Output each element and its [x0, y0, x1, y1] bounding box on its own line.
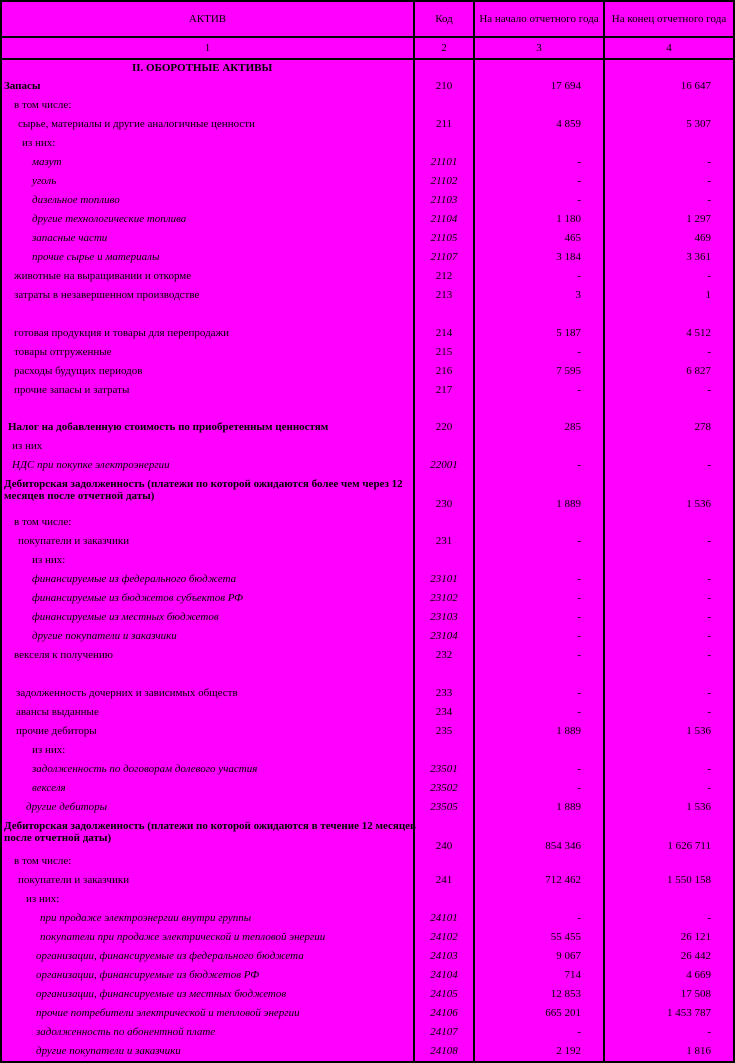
row-label: НДС при покупке электроэнергии: [12, 459, 170, 471]
row-label: при продаже электроэнергии внутри группы: [40, 912, 252, 924]
row-label: финансируемые из местных бюджетов: [32, 611, 219, 623]
row-label: из них:: [22, 137, 56, 149]
row-value-end: -: [707, 535, 711, 547]
row-label: организации, финансируемые из бюджетов РФ: [36, 969, 260, 981]
row-label: затраты в незавершенном производстве: [14, 289, 200, 301]
row-value-start: 665 201: [545, 1007, 581, 1019]
row-value-start: -: [577, 346, 581, 358]
row-label: прочие сырье и материалы: [32, 251, 160, 263]
row-code: 220: [435, 421, 453, 433]
row-value-end: -: [707, 649, 711, 661]
row-code: 24105: [430, 988, 458, 1000]
row-label: мазут: [32, 156, 62, 168]
row-value-start: [475, 440, 603, 454]
row-value-end: [605, 516, 733, 530]
row-label: организации, финансируемые из федерального бюджета: [36, 950, 304, 962]
row-value-end: -: [707, 573, 711, 585]
row-code: [415, 99, 473, 113]
row-value-start: 55 455: [550, 931, 581, 943]
row-value-end: -: [707, 592, 711, 604]
row-label: авансы выданные: [16, 706, 99, 718]
row-value-start: 3 184: [556, 251, 581, 263]
row-value-start: -: [577, 592, 581, 604]
row-code: 21102: [430, 175, 458, 187]
row-value-start: 714: [564, 969, 581, 981]
row-label: другие покупатели и заказчики: [32, 630, 177, 642]
row-code: [415, 893, 473, 907]
row-value-end: 4 669: [686, 969, 711, 981]
row-value-start: [475, 137, 603, 151]
header-end: На конец отчетного года: [605, 2, 733, 36]
row-label: дизельное топливо: [32, 194, 120, 206]
row-value-end: 17 508: [680, 988, 711, 1000]
row-value-end: 1 550 158: [667, 874, 711, 886]
row-value-start: 465: [564, 232, 581, 244]
row-label: из них:: [32, 554, 66, 566]
row-value-end: 278: [694, 421, 711, 433]
row-label: финансируемые из бюджетов субъектов РФ: [32, 592, 244, 604]
row-value-end: 1: [705, 289, 711, 301]
row-label: покупатели и заказчики: [18, 874, 130, 886]
row-label: другие покупатели и заказчики: [36, 1045, 181, 1057]
row-value-start: [475, 554, 603, 568]
row-value-start: -: [577, 611, 581, 623]
row-code: 230: [435, 498, 453, 510]
row-value-start: 854 346: [545, 840, 581, 852]
row-code: 21104: [430, 213, 458, 225]
row-value-start: -: [577, 763, 581, 775]
row-value-start: -: [577, 194, 581, 206]
row-value-start: -: [577, 687, 581, 699]
row-value-end: [605, 554, 733, 568]
row-value-end: -: [707, 1026, 711, 1038]
row-value-end: [605, 99, 733, 113]
row-label: задолженность дочерних и зависимых обществ: [16, 687, 238, 699]
row-value-start: -: [577, 782, 581, 794]
row-label: организации, финансируемые из местных бюджетов: [36, 988, 287, 1000]
row-label: покупатели и заказчики: [18, 535, 130, 547]
row-code: 235: [435, 725, 453, 737]
row-value-start: [475, 855, 603, 869]
row-value-end: 1 453 787: [667, 1007, 711, 1019]
row-value-end: 16 647: [680, 80, 711, 92]
row-value-start: 1 889: [556, 801, 581, 813]
row-value-end: 1 626 711: [667, 840, 711, 852]
row-value-start: -: [577, 459, 581, 471]
row-code: 232: [435, 649, 453, 661]
row-code: 23101: [430, 573, 458, 585]
row-value-start: -: [577, 535, 581, 547]
row-label: Дебиторская задолженность (платежи по которой ожидаются более чем через 12 месяцев после отчетной даты): [4, 478, 403, 502]
header-code: Код: [415, 2, 473, 36]
row-value-start: -: [577, 912, 581, 924]
row-value-start: 7 595: [556, 365, 581, 377]
row-value-start: 4 859: [556, 118, 581, 130]
row-code: 24104: [430, 969, 458, 981]
row-code: 22001: [430, 459, 458, 471]
row-code: 231: [435, 535, 453, 547]
row-value-end: [605, 137, 733, 151]
row-label: векселя: [32, 782, 66, 794]
row-code: 241: [435, 874, 453, 886]
row-code: 23505: [430, 801, 458, 813]
row-value-end: 4 512: [686, 327, 711, 339]
row-value-start: [475, 62, 603, 76]
row-label: в том числе:: [14, 516, 72, 528]
row-label: уголь: [32, 175, 57, 187]
row-value-end: [605, 893, 733, 907]
row-value-end: 1 536: [686, 801, 711, 813]
row-code: [415, 744, 473, 758]
row-value-start: 1 889: [556, 725, 581, 737]
row-value-start: 2 192: [556, 1045, 581, 1057]
row-value-end: -: [707, 611, 711, 623]
row-value-end: -: [707, 156, 711, 168]
row-value-end: 1 816: [686, 1045, 711, 1057]
row-value-end: -: [707, 270, 711, 282]
row-label: задолженность по абонентной плате: [36, 1026, 216, 1038]
row-label: Налог на добавленную стоимость по приобретенным ценностям: [8, 421, 329, 433]
row-value-start: -: [577, 270, 581, 282]
row-code: [415, 440, 473, 454]
row-code: 23501: [430, 763, 458, 775]
row-value-start: [475, 516, 603, 530]
row-code: 24106: [430, 1007, 458, 1019]
row-value-end: 1 536: [686, 498, 711, 510]
row-value-end: [605, 440, 733, 454]
row-value-start: -: [577, 384, 581, 396]
row-value-end: -: [707, 194, 711, 206]
row-value-start: [475, 893, 603, 907]
row-label: животные на выращивании и откорме: [14, 270, 192, 282]
row-value-end: -: [707, 346, 711, 358]
row-value-start: [475, 744, 603, 758]
header-index-code: 2: [415, 38, 473, 58]
row-value-start: 9 067: [556, 950, 581, 962]
row-label: покупатели при продаже электрической и тепловой энергии: [40, 931, 326, 943]
row-label: II. ОБОРОТНЫЕ АКТИВЫ: [132, 62, 273, 74]
row-label: другие дебиторы: [26, 801, 108, 813]
row-value-end: 5 307: [686, 118, 711, 130]
row-label: из них: [12, 440, 43, 452]
row-label: в том числе:: [14, 855, 72, 867]
row-label: товары отгруженные: [14, 346, 112, 358]
row-code: 214: [435, 327, 453, 339]
row-value-end: -: [707, 912, 711, 924]
row-code: 210: [435, 80, 453, 92]
row-code: 217: [435, 384, 453, 396]
row-value-end: -: [707, 175, 711, 187]
header-active: АКТИВ: [2, 2, 413, 36]
row-label: из них:: [26, 893, 60, 905]
row-label: запасные части: [32, 232, 108, 244]
row-value-start: 285: [564, 421, 581, 433]
row-value-start: 5 187: [556, 327, 581, 339]
row-code: 233: [435, 687, 453, 699]
row-value-start: 1 889: [556, 498, 581, 510]
row-label: Дебиторская задолженность (платежи по которой ожидаются в течение 12 месяцев после отчетной даты): [4, 820, 416, 844]
row-value-start: -: [577, 706, 581, 718]
row-code: 21107: [430, 251, 458, 263]
row-code: 21101: [430, 156, 458, 168]
row-value-start: -: [577, 630, 581, 642]
row-code: 21105: [430, 232, 458, 244]
header-start: На начало отчетного года: [475, 2, 603, 36]
row-value-end: [605, 855, 733, 869]
row-code: 24101: [430, 912, 458, 924]
row-value-start: 17 694: [550, 80, 581, 92]
row-value-start: 712 462: [545, 874, 581, 886]
row-value-end: [605, 62, 733, 76]
row-label: в том числе:: [14, 99, 72, 111]
row-label: готовая продукция и товары для перепродажи: [14, 327, 230, 339]
row-value-start: 12 853: [550, 988, 581, 1000]
row-value-end: -: [707, 384, 711, 396]
row-code: [415, 554, 473, 568]
header-index-active: 1: [2, 38, 413, 58]
row-value-end: 6 827: [686, 365, 711, 377]
row-code: 211: [435, 118, 453, 130]
row-value-end: -: [707, 763, 711, 775]
row-code: 213: [435, 289, 453, 301]
row-code: 216: [435, 365, 453, 377]
header-index-end: 4: [605, 38, 733, 58]
row-value-end: 1 297: [686, 213, 711, 225]
row-label: из них:: [32, 744, 66, 756]
row-code: [415, 137, 473, 151]
row-label: прочие дебиторы: [16, 725, 97, 737]
row-code: 23502: [430, 782, 458, 794]
row-value-end: -: [707, 782, 711, 794]
row-value-end: 3 361: [686, 251, 711, 263]
row-code: 24107: [430, 1026, 458, 1038]
row-code: 215: [435, 346, 453, 358]
row-code: 24108: [430, 1045, 458, 1057]
row-value-end: 469: [694, 232, 711, 244]
row-value-start: -: [577, 175, 581, 187]
row-label: векселя к получению: [14, 649, 114, 661]
row-label: Запасы: [4, 80, 41, 92]
row-label: сырье, материалы и другие аналогичные ценности: [18, 118, 255, 130]
row-value-end: -: [707, 687, 711, 699]
row-value-start: 1 180: [556, 213, 581, 225]
row-value-start: [475, 99, 603, 113]
row-value-start: -: [577, 1026, 581, 1038]
row-code: 212: [435, 270, 453, 282]
row-code: [415, 62, 473, 76]
row-value-end: 1 536: [686, 725, 711, 737]
row-code: 234: [435, 706, 453, 718]
row-value-end: -: [707, 706, 711, 718]
row-code: 24102: [430, 931, 458, 943]
row-code: 23104: [430, 630, 458, 642]
row-code: 23102: [430, 592, 458, 604]
header-index-start: 3: [475, 38, 603, 58]
row-value-end: 26 121: [680, 931, 711, 943]
row-code: 21103: [430, 194, 458, 206]
row-value-start: 3: [575, 289, 581, 301]
row-label: задолженность по договорам долевого участия: [32, 763, 258, 775]
row-label: финансируемые из федерального бюджета: [32, 573, 237, 585]
row-label: расходы будущих периодов: [14, 365, 143, 377]
row-value-start: -: [577, 156, 581, 168]
row-label: прочие потребители электрической и тепловой энергии: [36, 1007, 300, 1019]
row-value-start: -: [577, 649, 581, 661]
row-code: [415, 516, 473, 530]
row-code: 240: [435, 840, 453, 852]
row-code: [415, 855, 473, 869]
row-value-end: [605, 744, 733, 758]
row-value-end: -: [707, 630, 711, 642]
row-label: прочие запасы и затраты: [14, 384, 130, 396]
row-value-end: -: [707, 459, 711, 471]
row-value-end: 26 442: [680, 950, 711, 962]
row-code: 23103: [430, 611, 458, 623]
row-code: 24103: [430, 950, 458, 962]
row-label: другие технологические топлива: [32, 213, 187, 225]
row-value-start: -: [577, 573, 581, 585]
